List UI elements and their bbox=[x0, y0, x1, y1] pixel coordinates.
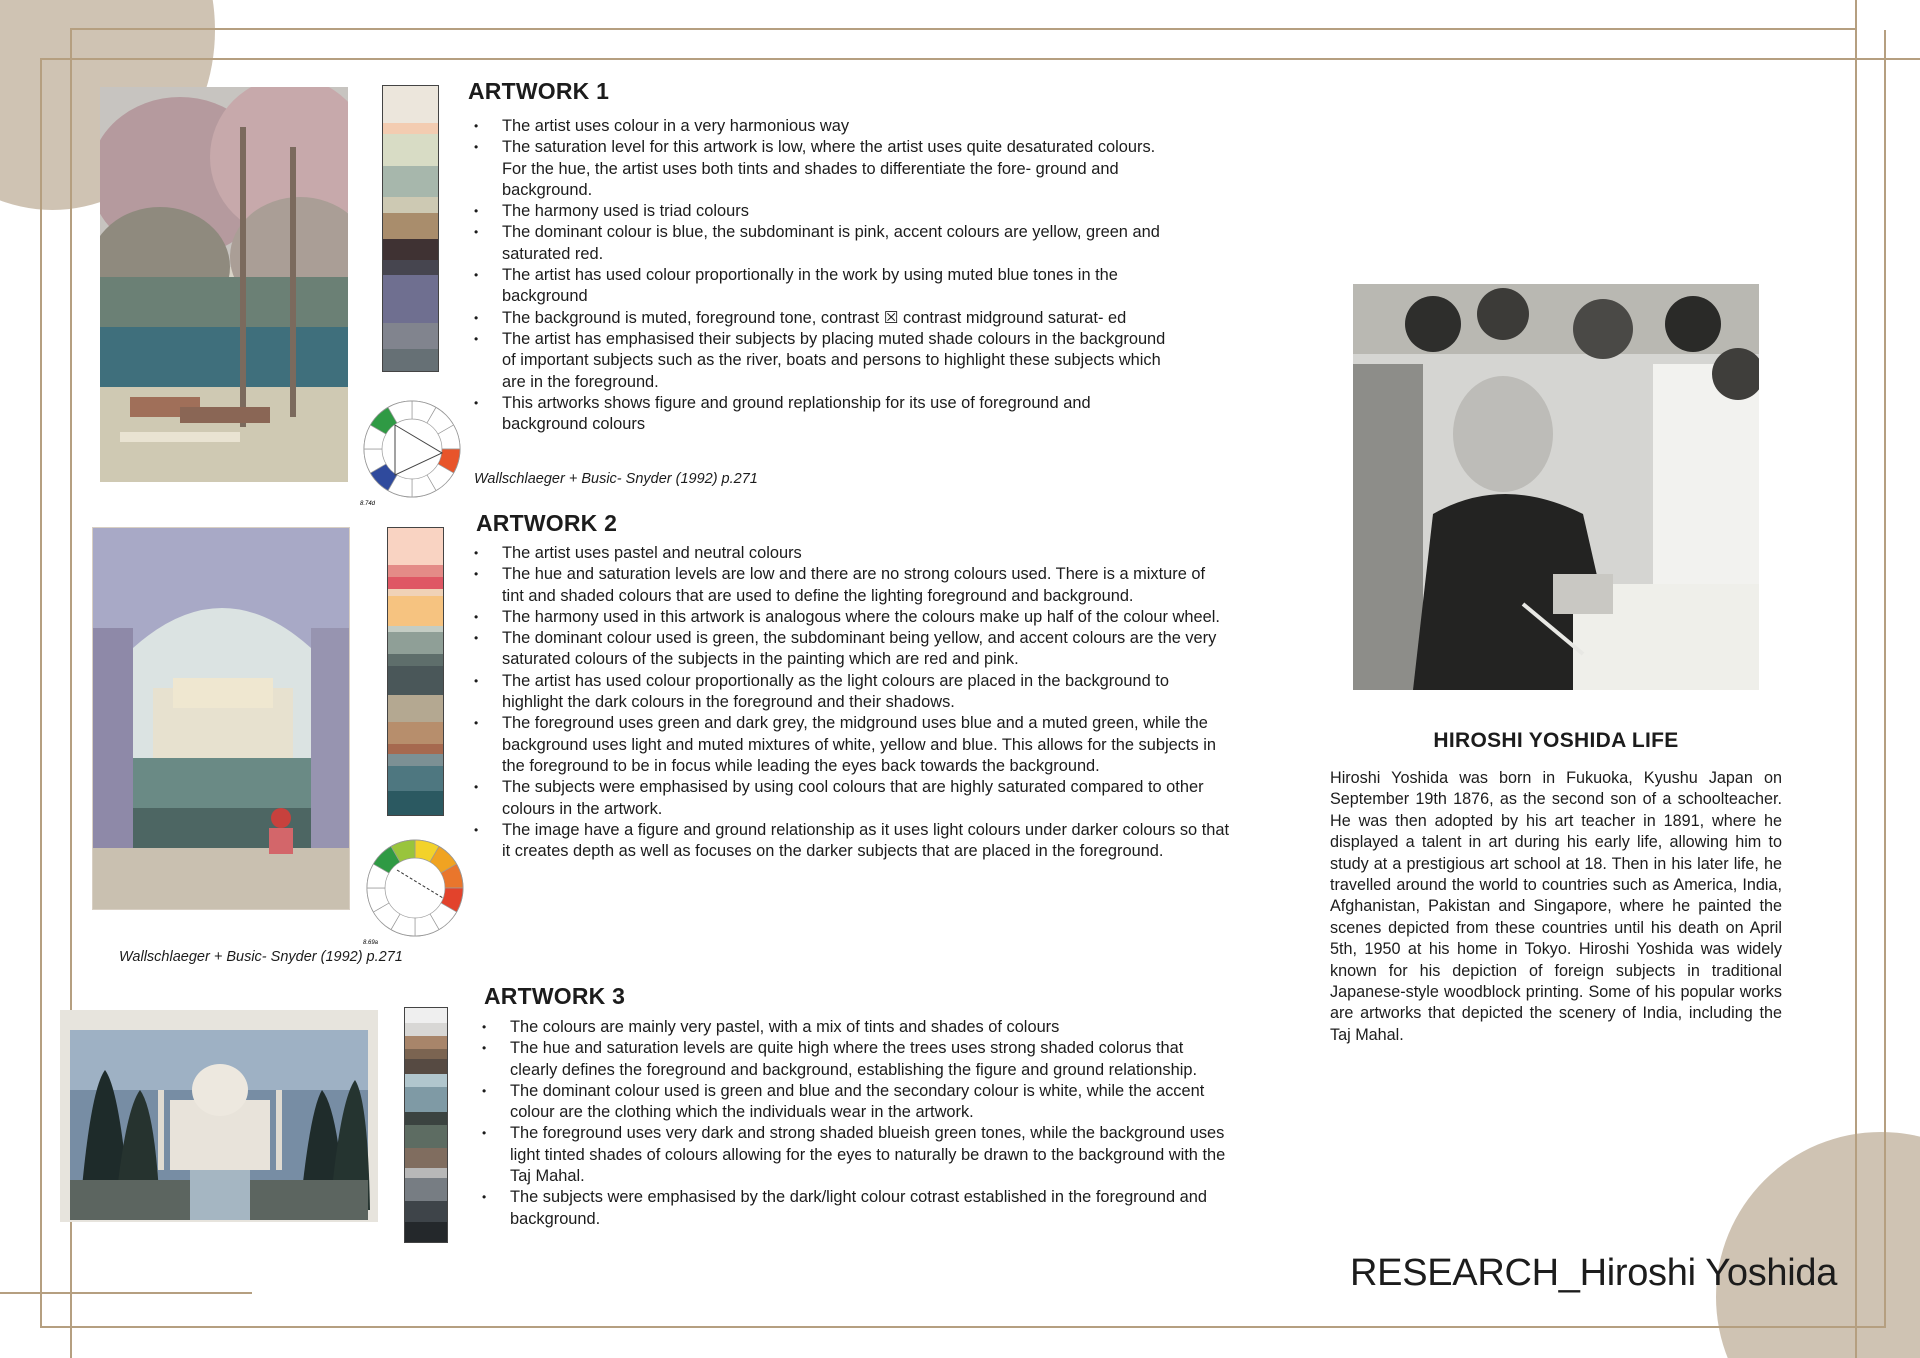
artwork1-bullet: • The artist has emphasised their subjects by placing muted shade colours in the background of important subjects such as the river, boats and persons to highlight these subjects which are in the foreground. bbox=[474, 329, 1174, 393]
artwork1-bullet-list bbox=[474, 116, 1174, 435]
artwork3-swatch bbox=[405, 1201, 447, 1221]
artwork1-swatch bbox=[383, 123, 438, 134]
artwork2-bullet: • The image have a figure and ground relationship as it uses light colours under darker colours so that it creates depth as well as focuses on the darker subjects that are placed in the foreground. bbox=[474, 820, 1230, 863]
artwork2-swatch bbox=[388, 577, 443, 589]
artwork2-swatch bbox=[388, 596, 443, 625]
artwork2-swatch bbox=[388, 632, 443, 654]
artwork2-wheel-label: 8.69a bbox=[363, 940, 379, 946]
artwork2-bullet: • The artist uses pastel and neutral colours bbox=[474, 543, 1230, 564]
artwork2-swatch bbox=[388, 589, 443, 596]
frame-inner-right-line bbox=[1884, 30, 1886, 1328]
artwork2-swatch bbox=[388, 666, 443, 695]
frame-inner-top-line bbox=[40, 58, 1885, 60]
artwork3-swatch bbox=[405, 1125, 447, 1148]
artwork2-swatch bbox=[388, 654, 443, 666]
artwork1-swatch bbox=[383, 260, 438, 276]
artwork3-swatch bbox=[405, 1148, 447, 1168]
artwork1-swatch bbox=[383, 239, 438, 260]
artwork3-bullet: • The colours are mainly very pastel, with a mix of tints and shades of colours bbox=[482, 1017, 1234, 1038]
artwork1-swatch bbox=[383, 134, 438, 166]
frame-bottom-line bbox=[40, 1326, 1886, 1328]
artwork2-swatch bbox=[388, 744, 443, 754]
artwork1-palette bbox=[382, 85, 439, 372]
artwork2-title: ARTWORK 2 bbox=[476, 510, 618, 536]
artwork2-swatch bbox=[388, 695, 443, 722]
artwork1-swatch bbox=[383, 86, 438, 123]
artwork1-bullet: • The saturation level for this artwork is low, where the artist uses quite desaturated colours. For the hue, the artist uses both tints and shades to differentiate the fore- ground and background. bbox=[474, 137, 1174, 201]
artwork2-swatch bbox=[388, 754, 443, 766]
artwork3-swatch bbox=[405, 1087, 447, 1112]
artwork2-swatch bbox=[388, 791, 443, 815]
artwork2-swatch bbox=[388, 722, 443, 744]
bottom-right-decor-circle bbox=[1716, 1132, 1920, 1358]
artwork3-bullet-list bbox=[482, 1017, 1234, 1230]
artwork1-swatch bbox=[383, 213, 438, 238]
artwork1-bullet: • The artist has used colour proportionally in the work by using muted blue tones in the background bbox=[474, 265, 1174, 308]
artwork2-bullet: • The dominant colour used is green, the subdominant being yellow, and accent colours are the very saturated colours of the subjects in the painting which are red and pink. bbox=[474, 628, 1230, 671]
artwork2-bullet: • The harmony used in this artwork is analogous where the colours make up half of the colour wheel. bbox=[474, 607, 1230, 628]
artwork1-title: ARTWORK 1 bbox=[468, 78, 610, 104]
artwork3-bullet: • The dominant colour used is green and blue and the secondary colour is white, while the accent colour are the clothing which the individuals wear in the artwork. bbox=[482, 1081, 1234, 1124]
artwork3-swatch bbox=[405, 1023, 447, 1036]
artwork3-swatch bbox=[405, 1049, 447, 1059]
artwork1-swatch bbox=[383, 323, 438, 348]
hiroshi-yoshida-portrait-photo bbox=[1353, 284, 1759, 690]
frame-top-line bbox=[70, 28, 1856, 30]
frame-inner-left-line bbox=[40, 58, 42, 1326]
artwork2-analogous-colour-wheel bbox=[363, 836, 467, 946]
artwork3-swatch bbox=[405, 1008, 447, 1023]
artwork2-bullet-list bbox=[474, 543, 1230, 862]
artwork1-wheel-label: 8.74d bbox=[360, 501, 376, 507]
artwork3-swatch bbox=[405, 1222, 447, 1242]
artwork2-bullet: • The hue and saturation levels are low and there are no strong colours used. There is a mixture of tint and shaded colours that are used to define the lighting foreground and background. bbox=[474, 564, 1230, 607]
artwork1-image bbox=[100, 87, 348, 482]
frame-bottom-left-short-line bbox=[0, 1292, 252, 1294]
artwork2-swatch bbox=[388, 528, 443, 565]
artwork2-caption: Wallschlaeger + Busic- Snyder (1992) p.271 bbox=[119, 949, 403, 965]
frame-right-line bbox=[1855, 0, 1857, 1358]
artwork3-bullet: • The subjects were emphasised by the dark/light colour cotrast established in the foreground and background. bbox=[482, 1187, 1234, 1230]
artwork1-swatch bbox=[383, 275, 438, 323]
artwork1-bullet: • The background is muted, foreground tone, contrast ☒ contrast midground saturat- ed bbox=[474, 308, 1174, 329]
artwork2-swatch bbox=[388, 565, 443, 577]
artwork1-bullet: • The dominant colour is blue, the subdominant is pink, accent colours are yellow, green and saturated red. bbox=[474, 222, 1174, 265]
artwork1-triad-colour-wheel bbox=[360, 395, 464, 507]
bio-paragraph: Hiroshi Yoshida was born in Fukuoka, Kyushu Japan on September 19th 1876, as the second son of a schoolteacher. He was then adopted by his art teacher in 1891, where he displayed a talent in art during his early life, allowing him to study at a prestigious art school at 18. Then in his later life, he travelled around the world to countries such as America, India, Afghanistan, Pakistan and Singapore, where he painted the scenes depicted from these countries until his death on April 5th, 1950 at his home in Tokyo. Hiroshi Yoshida was widely known for his depiction of foreign subjects in traditional Japanese-style woodblock printing. Some of his popular works are artworks that depicted the scenery of India, including the Taj Mahal. bbox=[1330, 769, 1782, 1044]
artwork3-swatch bbox=[405, 1059, 447, 1074]
artwork2-image bbox=[92, 527, 350, 910]
artwork1-bullet: • The artist uses colour in a very harmonious way bbox=[474, 116, 1174, 137]
artwork1-bullet: • This artworks shows figure and ground replationship for its use of foreground and background colours bbox=[474, 393, 1174, 436]
artwork1-swatch bbox=[383, 197, 438, 213]
artwork3-swatch bbox=[405, 1168, 447, 1178]
artwork3-image bbox=[60, 1010, 378, 1222]
artwork3-title: ARTWORK 3 bbox=[484, 983, 626, 1009]
artwork3-swatch bbox=[405, 1112, 447, 1125]
research-title: RESEARCH_Hiroshi Yoshida bbox=[1350, 1252, 1838, 1294]
artwork2-swatch bbox=[388, 766, 443, 790]
artwork3-palette bbox=[404, 1007, 448, 1243]
artwork1-caption: Wallschlaeger + Busic- Snyder (1992) p.271 bbox=[474, 471, 758, 487]
artwork1-swatch bbox=[383, 166, 438, 198]
artwork2-bullet: • The foreground uses green and dark grey, the midground uses blue and a muted green, while the background uses light and muted mixtures of white, yellow and blue. This allows for the subjects in the foreground to be in focus while leading the eyes back towards the background. bbox=[474, 713, 1230, 777]
frame-right-short-line bbox=[1688, 58, 1920, 60]
bio-title: HIROSHI YOSHIDA LIFE bbox=[1433, 729, 1679, 752]
artwork1-bullet: • The harmony used is triad colours bbox=[474, 201, 1174, 222]
artwork2-palette bbox=[387, 527, 444, 816]
artwork1-swatch bbox=[383, 349, 438, 371]
artwork2-bullet: • The artist has used colour proportionally as the light colours are placed in the background to highlight the dark colours in the foreground and their shadows. bbox=[474, 671, 1230, 714]
artwork3-swatch bbox=[405, 1036, 447, 1049]
artwork2-bullet: • The subjects were emphasised by using cool colours that are highly saturated compared to other colours in the artwork. bbox=[474, 777, 1230, 820]
artwork3-swatch bbox=[405, 1178, 447, 1201]
artwork3-bullet: • The foreground uses very dark and strong shaded blueish green tones, while the background uses light tinted shades of colours allowing for the eyes to naturally be drawn to the background with the Taj Mahal. bbox=[482, 1123, 1234, 1187]
artwork3-bullet: • The hue and saturation levels are quite high where the trees uses strong shaded colorus that clearly defines the foreground and background, establishing the figure and ground relationship. bbox=[482, 1038, 1234, 1081]
artwork3-swatch bbox=[405, 1074, 447, 1087]
